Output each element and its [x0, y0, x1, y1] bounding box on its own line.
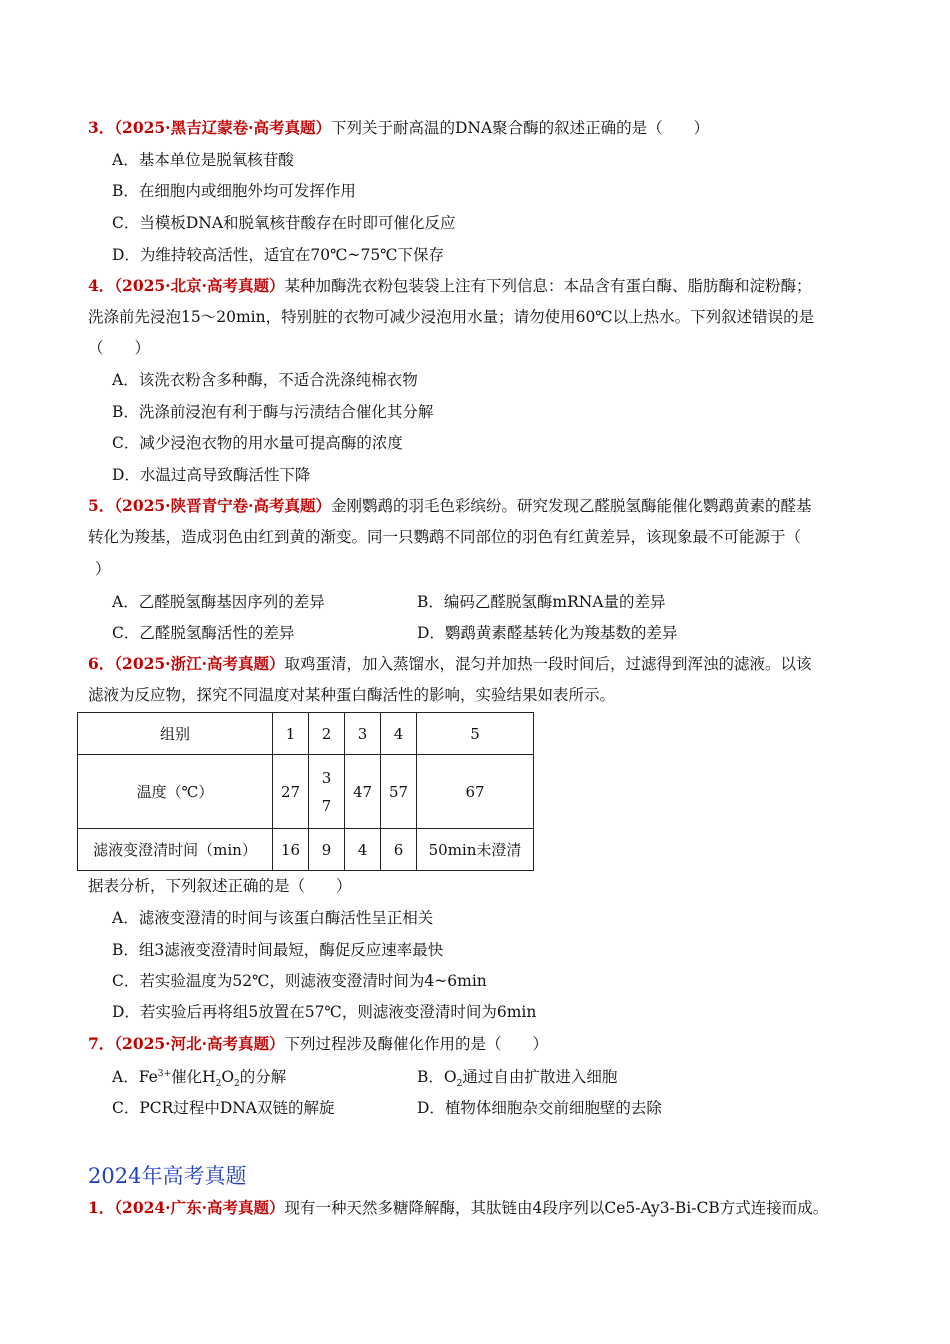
question-text: 下列关于耐高温的DNA聚合酶的叙述正确的是（ ） — [330, 119, 710, 137]
option-d: D．植物体细胞杂交前细胞壁的去除 — [417, 1099, 662, 1117]
option-b: B．在细胞内或细胞外均可发挥作用 — [112, 182, 356, 200]
question-text-line: ） — [95, 560, 111, 578]
question-source: （2025·浙江·高考真题） — [114, 654, 285, 673]
option-text: 催化H — [171, 1068, 216, 1086]
subscript: 2 — [456, 1079, 463, 1090]
question-text-line: 滤液为反应物，探究不同温度对某种蛋白酶活性的影响，实验结果如表所示。 — [88, 686, 616, 704]
question-6-stem — [88, 654, 812, 674]
option-c: C．减少浸泡衣物的用水量可提高酶的浓度 — [112, 434, 403, 452]
option-text: 的分解 — [239, 1068, 287, 1086]
table-cell: 67 — [417, 755, 534, 829]
table-cell — [309, 755, 345, 829]
option-b: B．编码乙醛脱氢酶mRNA量的差异 — [417, 593, 666, 611]
cell-text-part: 7 — [321, 796, 332, 815]
option-d: D．鹦鹉黄素醛基转化为羧基数的差异 — [417, 624, 678, 642]
superscript: 3+ — [157, 1068, 172, 1079]
table-cell: 2 — [309, 713, 345, 755]
option-d: D．若实验后再将组5放置在57℃，则滤液变澄清时间为6min — [112, 1003, 537, 1021]
option-c: C．PCR过程中DNA双链的解旋 — [112, 1099, 335, 1117]
results-table — [77, 712, 534, 871]
option-c: C．若实验温度为52℃，则滤液变澄清时间为4~6min — [112, 972, 487, 990]
table-cell: 5 — [417, 713, 534, 755]
table-row — [78, 829, 534, 871]
option-b: B．洗涤前浸泡有利于酶与污渍结合催化其分解 — [112, 403, 434, 421]
table-cell: 3 — [345, 713, 381, 755]
question-number: 6． — [88, 654, 115, 673]
table-cell: 47 — [345, 755, 381, 829]
table-row — [78, 755, 534, 829]
option-d: D．水温过高导致酶活性下降 — [112, 466, 311, 484]
question-text: 取鸡蛋清，加入蒸馏水，混匀并加热一段时间后，过滤得到浑浊的滤液。以该 — [284, 655, 812, 673]
option-a: A．乙醛脱氢酶基因序列的差异 — [112, 593, 325, 611]
question-3-stem — [88, 118, 709, 138]
question-2024-1-stem — [88, 1198, 828, 1218]
option-text: 通过自由扩散进入细胞 — [462, 1068, 618, 1086]
option-d: D．为维持较高活性，适宜在70℃~75℃下保存 — [112, 246, 445, 264]
question-number: 4． — [88, 276, 115, 295]
table-cell: 组别 — [78, 713, 273, 755]
question-text-line: 洗涤前先浸泡15～20min，特别脏的衣物可减少浸泡用水量；请勿使用60℃以上热水。下列叙述错误的是 — [88, 308, 815, 326]
table-cell: 4 — [345, 829, 381, 871]
table-cell: 50min未澄清 — [417, 829, 534, 871]
option-c: C．乙醛脱氢酶活性的差异 — [112, 624, 295, 642]
option-b — [417, 1067, 618, 1090]
question-text: 现有一种天然多糖降解酶，其肽链由4段序列以Ce5-Ay3-Bi-CB方式连接而成。 — [284, 1199, 829, 1217]
table-cell: 57 — [381, 755, 417, 829]
subscript: 2 — [215, 1079, 222, 1090]
table-cell: 16 — [273, 829, 309, 871]
question-text-line: （ ） — [88, 339, 151, 357]
question-source: （2025·北京·高考真题） — [114, 276, 285, 295]
question-source: （2025·河北·高考真题） — [114, 1034, 285, 1053]
table-cell: 9 — [309, 829, 345, 871]
question-number: 1． — [88, 1198, 115, 1217]
option-c: C．当模板DNA和脱氧核苷酸存在时即可催化反应 — [112, 214, 456, 232]
question-number: 5． — [88, 496, 115, 515]
question-source: （2024·广东·高考真题） — [114, 1198, 285, 1217]
question-7-stem — [88, 1034, 548, 1054]
option-text: A．Fe — [112, 1068, 158, 1086]
question-number: 3． — [88, 118, 115, 137]
question-source: （2025·陕晋青宁卷·高考真题） — [114, 496, 331, 515]
option-text: O — [221, 1068, 235, 1086]
table-cell: 1 — [273, 713, 309, 755]
option-a: A．滤液变澄清的时间与该蛋白酶活性呈正相关 — [112, 909, 434, 927]
option-a: A．该洗衣粉含多种酶，不适合洗涤纯棉衣物 — [112, 371, 418, 389]
table-row — [78, 713, 534, 755]
option-a — [112, 1067, 287, 1090]
table-cell: 温度（℃） — [78, 755, 273, 829]
subscript: 2 — [234, 1079, 240, 1090]
table-cell: 4 — [381, 713, 417, 755]
question-text: 金刚鹦鹉的羽毛色彩缤纷。研究发现乙醛脱氢酶能催化鹦鹉黄素的醛基 — [330, 497, 812, 515]
question-text: 下列过程涉及酶催化作用的是（ ） — [284, 1035, 548, 1053]
table-cell: 6 — [381, 829, 417, 871]
question-text-line: 转化为羧基，造成羽色由红到黄的渐变。同一只鹦鹉不同部位的羽色有红黄差异，该现象最不可能源于（ — [88, 528, 802, 546]
table-cell: 滤液变澄清时间（min） — [78, 829, 273, 871]
option-a: A．基本单位是脱氧核苷酸 — [112, 151, 294, 169]
table-cell: 27 — [273, 755, 309, 829]
question-4-stem — [88, 276, 812, 296]
option-text: B．O — [417, 1068, 457, 1086]
question-text: 某种加酶洗衣粉包装袋上注有下列信息：本品含有蛋白酶、脂肪酶和淀粉酶； — [284, 277, 812, 295]
question-source: （2025·黑吉辽蒙卷·高考真题） — [114, 118, 331, 137]
question-number: 7． — [88, 1034, 115, 1053]
question-text-line: 据表分析，下列叙述正确的是（ ） — [88, 877, 352, 895]
question-5-stem — [88, 496, 812, 516]
cell-text-part: 3 — [321, 768, 332, 787]
section-heading: 2024年高考真题 — [88, 1164, 247, 1188]
option-b: B．组3滤液变澄清时间最短，酶促反应速率最快 — [112, 941, 444, 959]
